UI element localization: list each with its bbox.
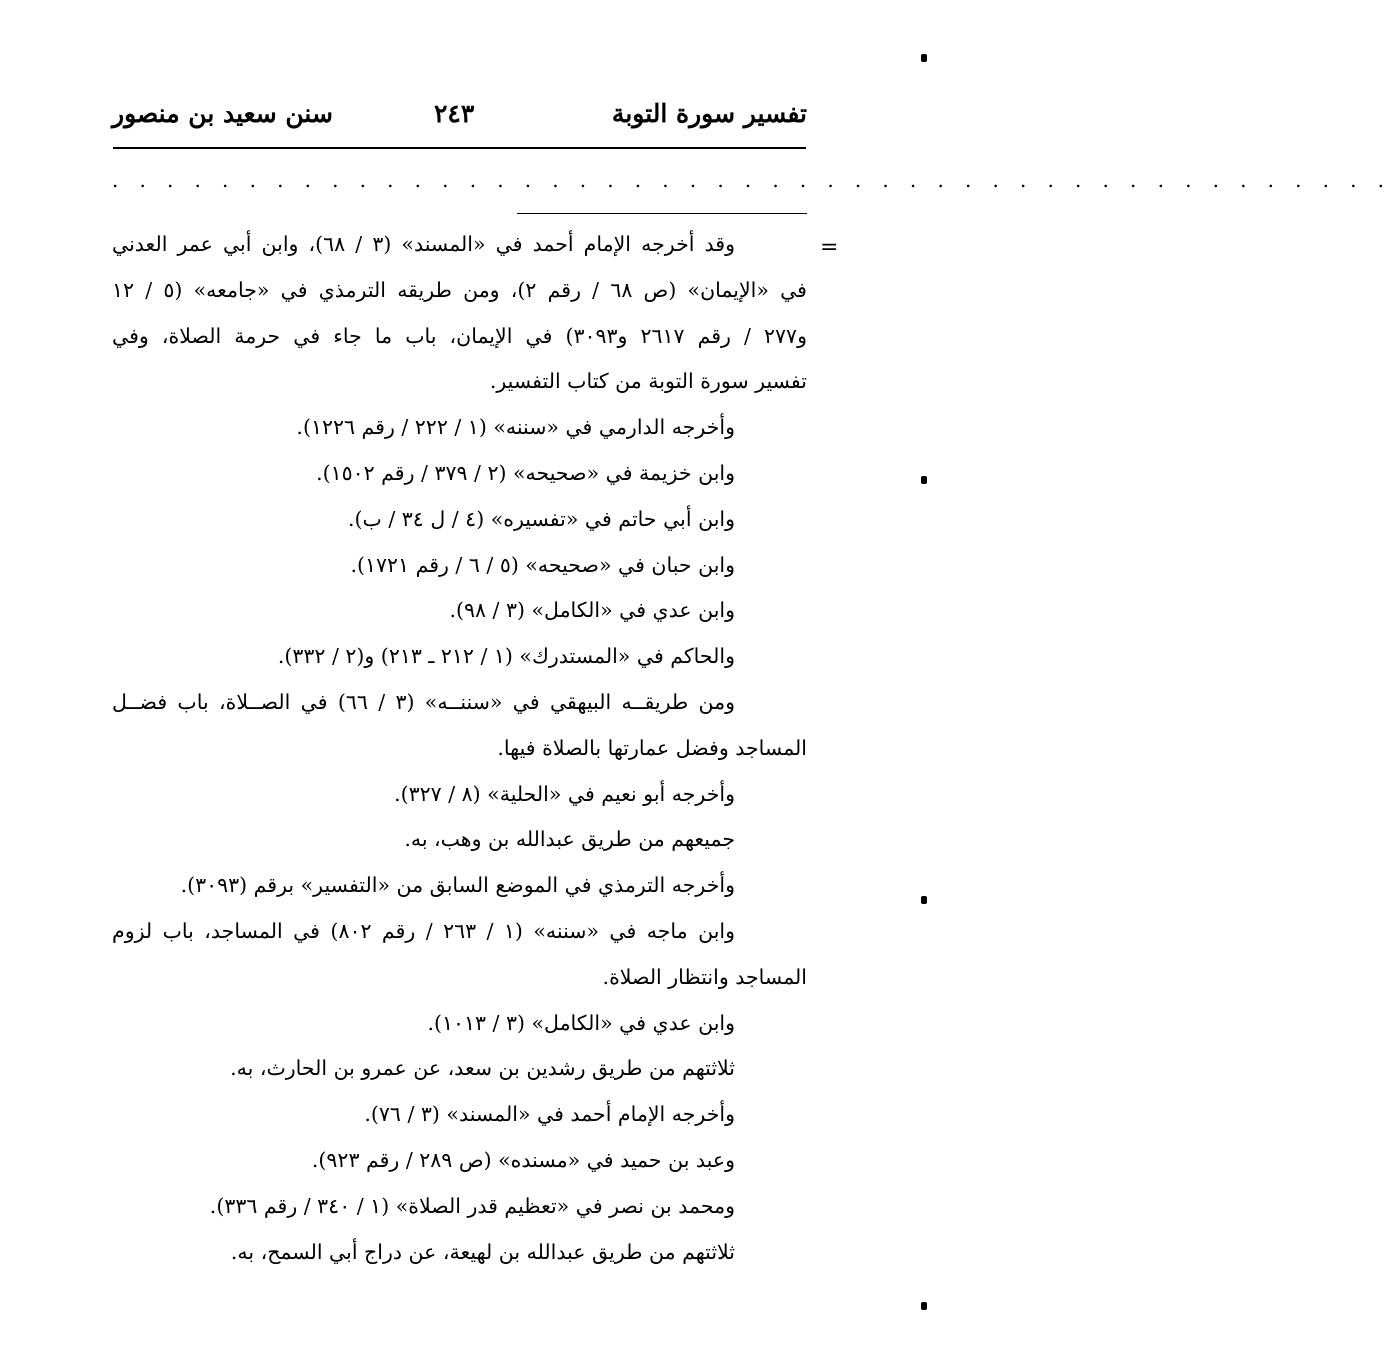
text-line: ومن طريقــه البيهقي في «سننــه» (٣ / ٦٦) في الصــلاة، باب فضــل bbox=[112, 689, 736, 714]
edge-mark bbox=[921, 476, 927, 484]
text-line: ثلاثتهم من طريق عبدالله بن لهيعة، عن دراج أبي السمح، به. bbox=[230, 1239, 735, 1264]
text-separator-dots: . . . . . . . . . . . . . . . . . . . . . . . . . . . . . . . . . . . . . . . . . . . . . . . bbox=[112, 168, 1391, 192]
text-line: في «الإيمان» (ص ٦٨ / رقم ٢)، ومن طريقه الترمذي في «جامعه» (٥ / ١٢ bbox=[112, 277, 807, 302]
footnote-rule bbox=[517, 213, 807, 214]
text-line: و٢٧٧ / رقم ٢٦١٧ و٣٠٩٣) في الإيمان، باب ما جاء في حرمة الصلاة، وفي bbox=[112, 323, 807, 348]
text-line: المساجد وانتظار الصلاة. bbox=[602, 964, 807, 989]
text-line: وابن ماجه في «سننه» (١ / ٢٦٣ / رقم ٨٠٢) في المساجد، باب لزوم bbox=[112, 918, 735, 943]
edge-mark bbox=[921, 896, 927, 904]
text-line: وعبد بن حميد في «مسنده» (ص ٢٨٩ / رقم ٩٢٣). bbox=[311, 1147, 735, 1172]
text-line: ومحمد بن نصر في «تعظيم قدر الصلاة» (١ / ٣٤٠ / رقم ٣٣٦). bbox=[209, 1193, 735, 1218]
text-line: المساجد وفضل عمارتها بالصلاة فيها. bbox=[497, 735, 807, 760]
text-line: وأخرجه الإمام أحمد في «المسند» (٣ / ٧٦). bbox=[364, 1102, 735, 1127]
header-book-title: سنن سعيد بن منصور bbox=[112, 99, 333, 128]
text-line: جميعهم من طريق عبدالله بن وهب، به. bbox=[404, 827, 735, 852]
text-line: وابن حبان في «صحيحه» (٥ / ٦ / رقم ١٧٢١). bbox=[350, 552, 735, 577]
footnote-body bbox=[112, 222, 807, 1275]
header-rule bbox=[113, 147, 806, 149]
text-line: وابن عدي في «الكامل» (٣ / ٩٨). bbox=[449, 598, 735, 623]
text-line: وابن عدي في «الكامل» (٣ / ١٠١٣). bbox=[427, 1010, 735, 1035]
running-header bbox=[112, 96, 807, 136]
edge-mark bbox=[921, 54, 927, 62]
header-surah-title: تفسير سورة التوبة bbox=[611, 99, 807, 128]
text-line: تفسير سورة التوبة من كتاب التفسير. bbox=[489, 369, 807, 394]
continuation-mark: = bbox=[820, 235, 839, 260]
text-line: والحاكم في «المستدرك» (١ / ٢١٢ ـ ٢١٣) و(٢ / ٣٣٢). bbox=[277, 644, 735, 669]
text-line: وابن خزيمة في «صحيحه» (٢ / ٣٧٩ / رقم ١٥٠٢). bbox=[316, 460, 735, 485]
edge-mark bbox=[921, 1302, 927, 1310]
text-line: وقد أخرجه الإمام أحمد في «المسند» (٣ / ٦٨)، وابن أبي عمر العدني bbox=[112, 232, 735, 256]
page-number: ٢٤٣ bbox=[434, 99, 475, 128]
text-line: ثلاثتهم من طريق رشدين بن سعد، عن عمرو بن الحارث، به. bbox=[230, 1056, 735, 1081]
text-line: وأخرجه الدارمي في «سننه» (١ / ٢٢٢ / رقم ١٢٢٦). bbox=[296, 415, 735, 440]
text-line: وأخرجه الترمذي في الموضع السابق من «التفسير» برقم (٣٠٩٣). bbox=[180, 873, 735, 898]
text-line: وابن أبي حاتم في «تفسيره» (٤ / ل ٣٤ / ب). bbox=[348, 506, 735, 531]
text-line: وأخرجه أبو نعيم في «الحلية» (٨ / ٣٢٧). bbox=[394, 781, 735, 806]
